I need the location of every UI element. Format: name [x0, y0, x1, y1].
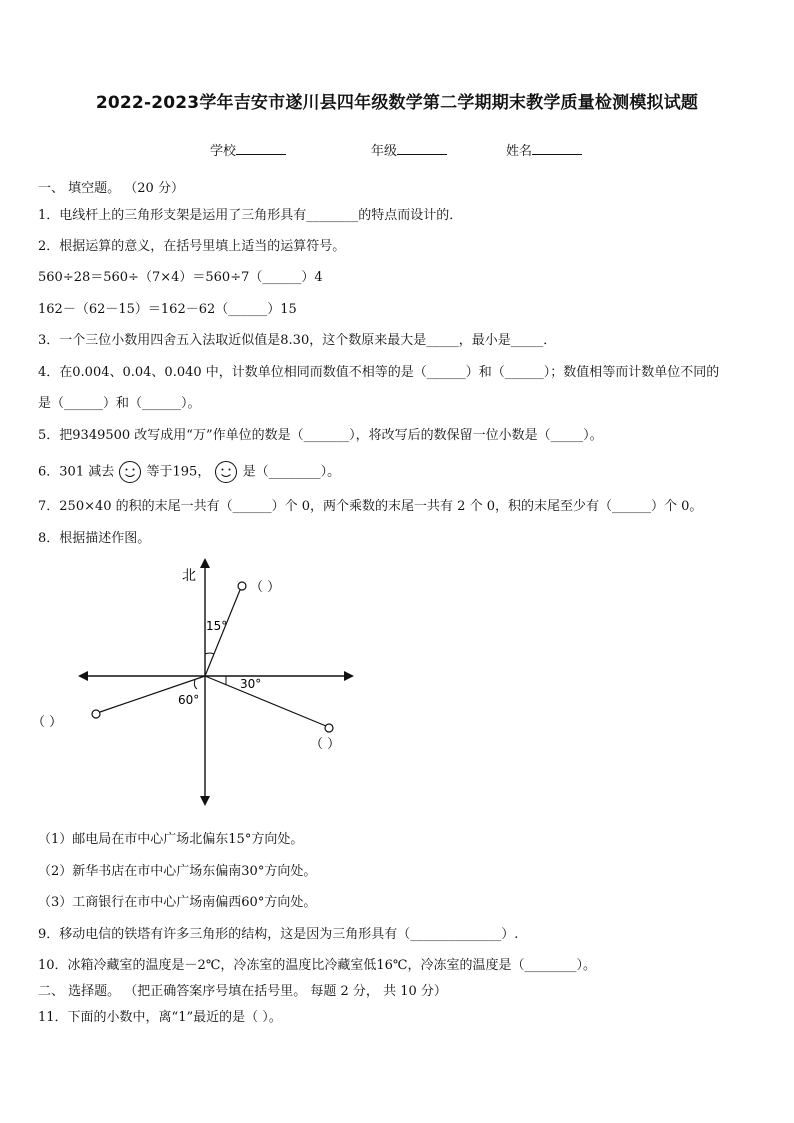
page-title: 2022-2023学年吉安市遂川县四年级数学第二学期期末教学质量检测模拟试题: [95, 93, 699, 113]
question-2b: 162－（62－15）＝162－62（______）15: [38, 302, 297, 317]
direction-diagram: [30, 556, 380, 814]
school-label: 学校: [210, 144, 237, 159]
grade-field: [371, 140, 447, 159]
south-arrow-icon: [200, 796, 210, 806]
name-blank[interactable]: [532, 142, 582, 155]
grade-label: 年级: [371, 144, 398, 159]
post-office-point: [238, 582, 246, 590]
bookstore-point: [325, 724, 333, 732]
angle-15-label: 15°: [206, 619, 228, 633]
question-6: [38, 460, 756, 484]
grade-blank[interactable]: [397, 142, 447, 155]
question-8: 8．根据描述作图。: [38, 531, 151, 546]
angle-arc-15: [205, 653, 214, 654]
question-2: 2．根据运算的意义，在括号里填上适当的运算符号。: [38, 239, 346, 254]
question-1: 1．电线杆上的三角形支架是运用了三角形具有________的特点而设计的．: [38, 208, 463, 223]
question-7: 7．250×40 的积的末尾一共有（______）个 0，两个乘数的末尾一共有 2 个 0，积的末尾至少有（______）个 0。: [38, 499, 703, 514]
north-label: 北: [182, 568, 196, 584]
name-label: 姓名: [506, 144, 533, 159]
angle-30-label: 30°: [240, 677, 262, 691]
section-choice-heading: 二、 选择题。 （把正确答案序号填在括号里。 每题 2 分， 共 10 分）: [38, 984, 447, 999]
question-9: 9．移动电信的铁塔有许多三角形的结构，这是因为三角形具有（______________）.: [38, 927, 519, 942]
bank-answer-paren: （ ）: [32, 715, 63, 730]
angle-60-label: 60°: [178, 693, 200, 707]
bank-point: [92, 710, 100, 718]
school-field: [210, 140, 286, 159]
bookstore-answer-paren: （ ）: [310, 737, 341, 752]
question-5: 5．把9349500 改写成用“万”作单位的数是（_______），将改写后的数保留一位小数是（_____）。: [38, 428, 603, 443]
question-6-suffix: 是（________）。: [242, 464, 341, 480]
question-3: 3．一个三位小数用四舍五入法取近似值是8.30，这个数原来最大是_____，最小是_____．: [38, 333, 557, 348]
ray-north-east: [205, 590, 240, 676]
school-blank[interactable]: [236, 142, 286, 155]
question-10: 10．冰箱冷藏室的温度是－2℃，冷冻室的温度比冷藏室低16℃，冷冻室的温度是（________）。: [38, 958, 596, 973]
west-arrow-icon: [78, 671, 88, 681]
smiley-face-icon: [214, 460, 238, 484]
post-office-answer-paren: （ ）: [250, 580, 281, 595]
east-arrow-icon: [344, 671, 354, 681]
question-4-line1: 4．在0.004、0.04、0.040 中，计数单位相同而数值不相等的是（______）和（______）；数值相等而计数单位不同的: [38, 365, 720, 380]
angle-arc-60: [194, 680, 197, 689]
question-2a: 560÷28＝560÷（7×4）＝560÷7（______）4: [38, 270, 323, 285]
question-8-part-1: （1）邮电局在市中心广场北偏东15°方向处。: [38, 832, 304, 847]
question-8-part-3: （3）工商银行在市中心广场南偏西60°方向处。: [38, 895, 317, 910]
name-field: [506, 140, 582, 159]
north-arrow-icon: [200, 558, 210, 568]
section-fill-heading: 一、 填空题。 （20 分）: [38, 181, 184, 196]
question-8-part-2: （2）新华书店在市中心广场东偏南30°方向处。: [38, 864, 317, 879]
smiley-face-icon: [118, 460, 142, 484]
question-6-middle: 等于195，: [146, 464, 211, 480]
ray-south-east: [205, 676, 326, 726]
question-11: 11．下面的小数中，离“1”最近的是（ ）。: [38, 1010, 282, 1025]
question-4-line2: 是（______）和（______）。: [38, 396, 201, 411]
question-6-prefix: 6．301 减去: [38, 464, 115, 480]
